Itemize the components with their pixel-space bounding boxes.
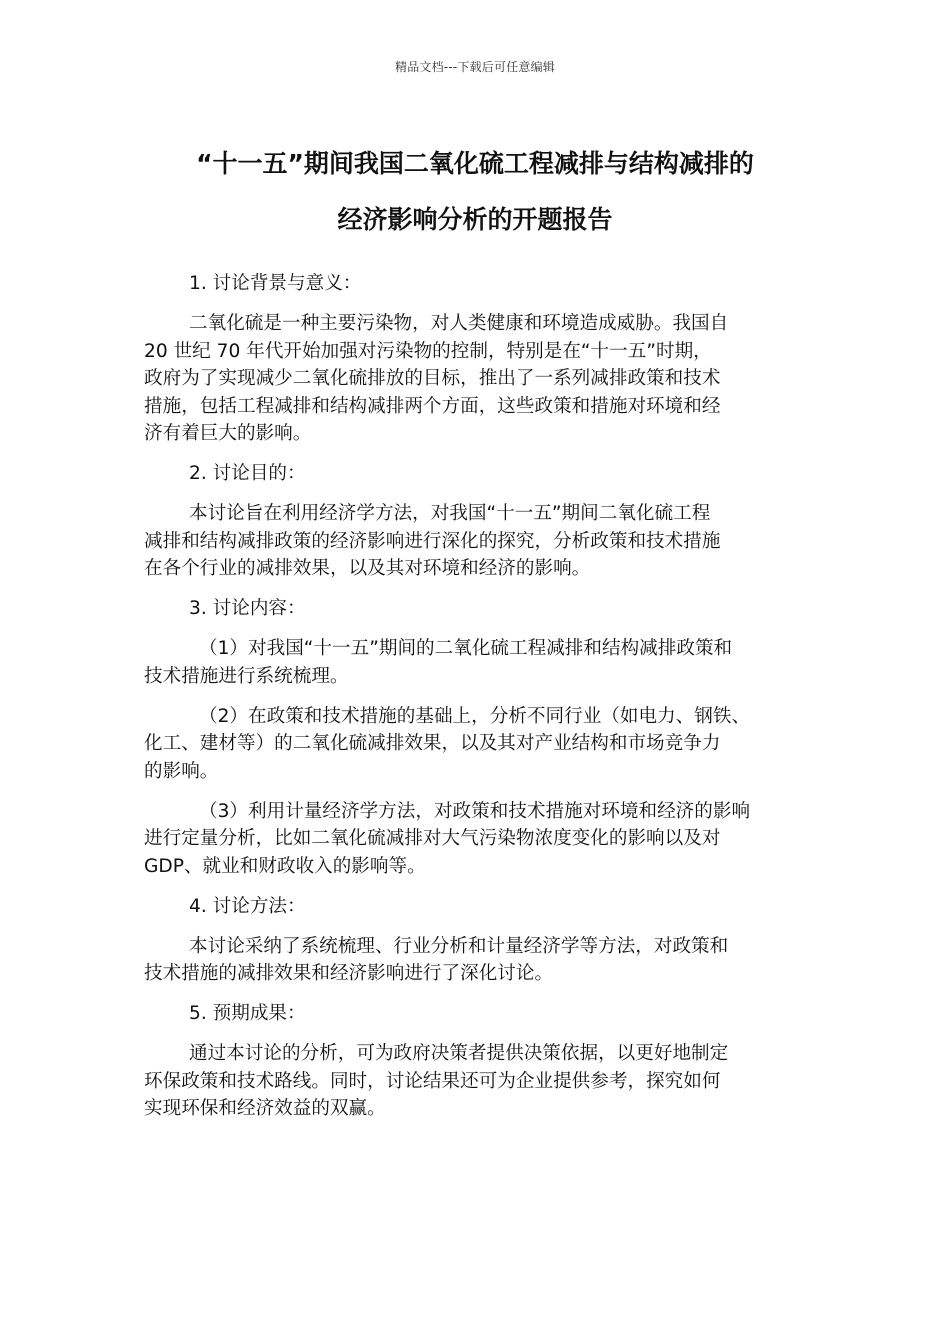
text-line: 本讨论采纳了系统梳理、行业分析和计量经济学等方法，对政策和: [189, 935, 729, 957]
text-line: （3）利用计量经济学方法，对政策和技术措施对环境和经济的影响: [199, 800, 751, 822]
text-line: 实现环保和经济效益的双赢。: [144, 1098, 386, 1119]
text-line: （1）对我国“十一五”期间的二氧化硫工程减排和结构减排政策和: [199, 638, 733, 659]
document-body: [144, 270, 806, 1135]
text-line: 技术措施的减排效果和经济影响进行了深化讨论。: [144, 963, 554, 984]
text-line: 二氧化硫是一种主要污染物，对人类健康和环境造成威胁。我国自: [189, 313, 729, 334]
header-note: 精品文档---下载后可任意编辑: [395, 60, 555, 74]
section-3-item-3: [144, 798, 806, 881]
text-line: GDP、就业和财政收入的影响等。: [144, 855, 426, 877]
text-line: 通过本讨论的分析，可为政府决策者提供决策依据，以更好地制定: [189, 1043, 729, 1064]
section-3-heading: 3. 讨论内容：: [189, 598, 306, 619]
title-line-2: 经济影响分析的开题报告: [337, 205, 613, 234]
section-4-heading: 4. 讨论方法：: [189, 895, 306, 917]
text-line: 本讨论旨在利用经济学方法，对我国“十一五”期间二氧化硫工程: [189, 503, 711, 524]
text-line: 化工、建材等）的二氧化硫减排效果，以及其对产业结构和市场竞争力: [144, 733, 721, 754]
section-4-paragraph: [144, 933, 806, 988]
section-3-item-2: [144, 703, 806, 786]
text-line: 济有着巨大的影响。: [144, 423, 312, 444]
text-line: （2）在政策和技术措施的基础上，分析不同行业（如电力、钢铁、: [199, 705, 751, 727]
text-line: 技术措施进行系统梳理。: [144, 665, 349, 687]
text-line: 政府为了实现减少二氧化硫排放的目标，推出了一系列减排政策和技术: [144, 368, 721, 389]
text-line: 的影响。: [144, 760, 219, 782]
section-1-paragraph: [144, 310, 806, 448]
section-1-heading: 1. 讨论背景与意义：: [189, 273, 362, 294]
text-line: 在各个行业的减排效果，以及其对环境和经济的影响。: [144, 558, 591, 579]
section-5-paragraph: [144, 1040, 806, 1123]
document-title: [100, 136, 850, 248]
section-3-item-1: [144, 635, 806, 690]
text-line: 20 世纪 70 年代开始加强对污染物的控制，特别是在“十一五”时期，: [144, 340, 712, 362]
text-line: 措施，包括工程减排和结构减排两个方面，这些政策和措施对环境和经: [144, 395, 721, 417]
section-2-paragraph: [144, 500, 806, 583]
text-line: 减排和结构减排政策的经济影响进行深化的探究，分析政策和技术措施: [144, 530, 721, 552]
section-2-heading: 2. 讨论目的：: [189, 463, 306, 484]
title-line-1: “十一五”期间我国二氧化硫工程减排与结构减排的: [196, 149, 754, 178]
section-5-heading: 5. 预期成果：: [189, 1003, 306, 1024]
text-line: 环保政策和技术路线。同时，讨论结果还可为企业提供参考，探究如何: [144, 1070, 721, 1092]
text-line: 进行定量分析，比如二氧化硫减排对大气污染物浓度变化的影响以及对: [144, 828, 721, 849]
